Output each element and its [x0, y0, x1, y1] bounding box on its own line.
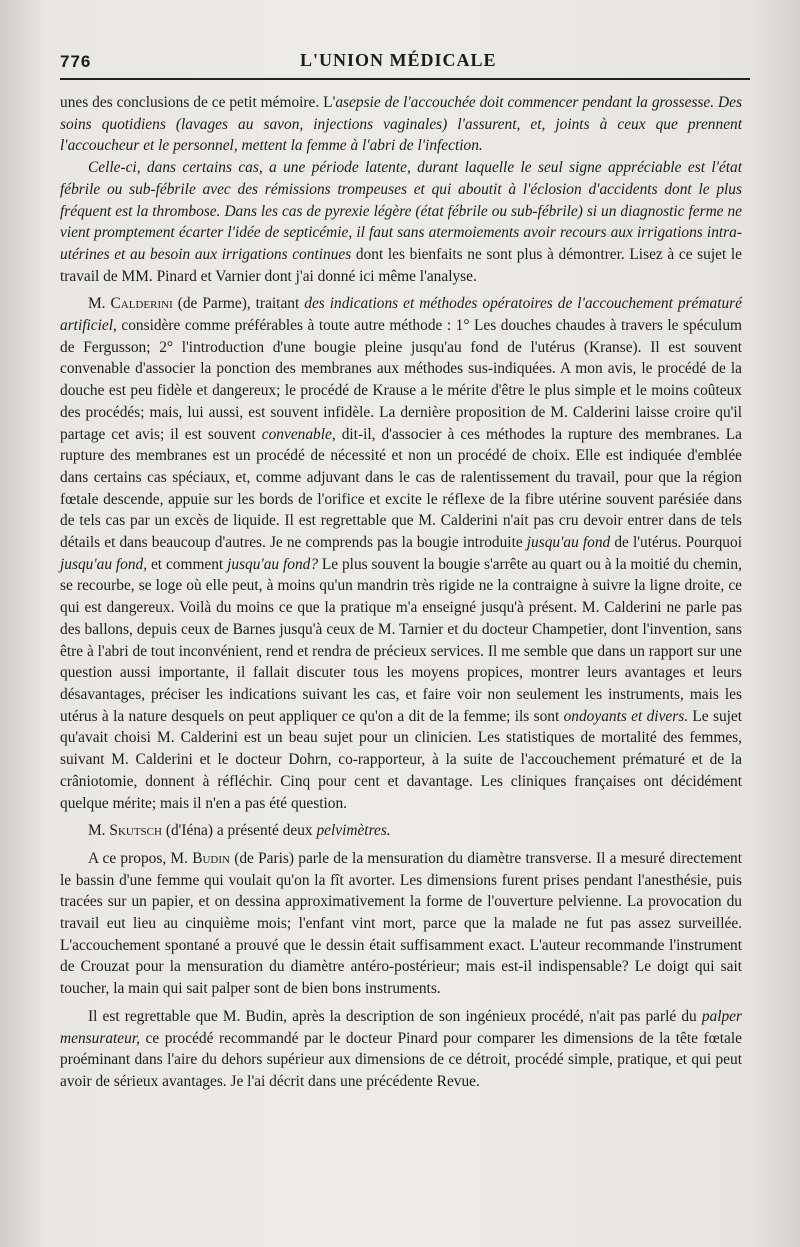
- italic-text: convenable,: [261, 425, 336, 443]
- italic-text: jusqu'au fond?: [227, 555, 319, 573]
- text-segment: (de Parme), traitant: [172, 295, 305, 313]
- paragraph: [60, 92, 742, 157]
- text-segment: Il est regrettable que M. Budin, après la description de son ingénieux procédé, n'ait pas parlé du: [88, 1007, 702, 1025]
- text-segment: unes des conclusions de ce petit mémoire. L': [60, 94, 336, 111]
- text-segment: considère comme préférables à toute autre méthode : 1° Les douches chaudes à travers le spéculum de Fergusson; 2° l'introduction d'une bougie pleine jusqu'au fond de l'utérus (Kranse). Il est souvent convenable d'associer la ponction des membranes aux méthodes sus-indiquées. A mon avis, le procédé de la douche est peu fidèle et dangereux; le procédé de Krause a le mérite d'être le plus simple et le moins coûteux des procédés; mais, lui aussi, est souvent infidèle. La dernière proposition de M. Calderini laisse croire qu'il partage cet avis; il est souvent: [60, 317, 742, 443]
- italic-text: jusqu'au fond: [526, 534, 611, 552]
- italic-text: jusqu'au fond,: [60, 555, 148, 573]
- text-segment: de l'utérus. Pourquoi: [610, 534, 742, 552]
- header-rule: [60, 78, 750, 80]
- paragraph: [60, 293, 742, 814]
- text-segment: (d'Iéna) a présenté deux: [161, 822, 317, 840]
- italic-text: asepsie de l'accouchée doit commencer pendant la grossesse. Des soins quotidiens (lavages au savon, injections vaginales) l'assurent, et, joints à ceux que prennent l'accoucheur et le personnel, mettent la femme à l'abri de l'infection.: [60, 94, 742, 155]
- paragraph: [60, 157, 742, 287]
- article-body: [60, 92, 742, 1093]
- italic-text: pelvimètres.: [316, 822, 391, 840]
- text-segment: (de Paris) parle de la mensuration du diamètre transverse. Il a mesuré directement le bassin d'une femme qui voulait qu'on la fît avorter. Les dimensions furent prises pendant l'anesthésie, puis tracées sur un papier, et on dessina approximativement la forme de l'ouverture pelvienne. La provocation du travail eut lieu au cinquième mois; l'enfant vint mort, parce que la malade ne fut pas assez surveillée. L'accouchement spontané a prouvé que le dessin était suffisamment exact. L'auteur recommande l'instrument de Crouzat pour la mensuration du diamètre antéro-postérieur; mais est-il indispensable? Le doigt qui sait toucher, la main qui sait palper sont de bien bons instruments.: [60, 849, 742, 998]
- page-number: 776: [60, 52, 92, 71]
- italic-text: palper mensurateur,: [60, 1007, 742, 1047]
- text-segment: M.: [88, 295, 111, 313]
- paragraph: [60, 820, 742, 842]
- text-segment: et comment: [147, 555, 228, 573]
- page-header: [60, 44, 750, 84]
- text-segment: Le sujet qu'avait choisi M. Calderini est un beau sujet pour un clinicien. Les statistiques de mortalité des femmes, suivant M. Calderini et le docteur Dohrn, co-rapporteur, à la suite de l'accouchement prématuré et de la crâniotomie, donnent à réfléchir. Cinq pour cent et davantage. Les cliniques françaises ont décidément quelque mérite; mais il n'en a pas été question.: [60, 707, 743, 812]
- text-segment: dont les bienfaits ne sont plus à démontrer. Lisez à ce sujet le travail de MM. Pinard et Varnier dont j'ai donné ici même l'analyse.: [60, 245, 742, 285]
- italic-text: Celle-ci, dans certains cas, a une période latente, durant laquelle le seul signe appréciable est l'état fébrile ou sub-fébrile avec des rémissions trompeuses et qui aboutit à l'éclosion d'accidents dont le plus fréquent est la thrombose. Dans les cas de pyrexie légère (état fébrile ou sub-fébrile) si un diagnostic ferme ne vient promptement écarter l'idée de septicémie, il faut sans atermoiements avoir recours aux irrigations intra-utérines et au besoin aux irrigations continues: [60, 159, 742, 263]
- author-name: Budin: [192, 849, 230, 867]
- running-title: L'UNION MÉDICALE: [300, 50, 497, 70]
- text-segment: M.: [88, 822, 110, 840]
- paragraph: [60, 848, 742, 1000]
- author-name: Calderini: [110, 295, 173, 313]
- text-segment: Le plus souvent la bougie s'arrête au quart ou à la moitié du chemin, se recourbe, se loge où elle peut, à moins qu'un mandrin très rigide ne la contraigne à suivre la ligne droite, ce qui est dangereux. Voilà du moins ce que la pratique m'a enseigné jusqu'à présent. M. Calderini ne parle pas des ballons, depuis ceux de Barnes jusqu'à ceux de M. Tarnier et du docteur Champetier, dont l'invention, sans être à l'abri de tout inconvénient, rend et rendra de précieux services. Il me semble que dans un rapport sur une question aussi importante, il fallait discuter tous les moyens propices, montrer leurs avantages et leurs désavantages, préciser les indications suivant les cas, et faire voir non seulement les instruments, mais les utérus à la nature desquels on peut appliquer ce qu'on a dit de la femme; ils sont: [60, 555, 742, 725]
- italic-text: ondoyants et divers.: [563, 707, 689, 725]
- paragraph: [60, 1006, 742, 1093]
- text-segment: A ce propos, M.: [88, 849, 193, 867]
- author-name: Skutsch: [109, 822, 162, 840]
- text-segment: ce procédé recommandé par le docteur Pinard pour comparer les dimensions de la tête fœtale proéminant dans l'aire du dehors supérieur aux dimensions de ce détroit, procédé simple, pratique, et qui peut avoir de sérieux avantages. Je l'ai décrit dans une précédente Revue.: [60, 1029, 742, 1090]
- italic-text: des indications et méthodes opératoires de l'accouchement prématuré artificiel,: [60, 295, 742, 335]
- text-segment: dit-il, d'associer à ces méthodes la rupture des membranes. La rupture des membranes est un procédé de nécessité et non un procédé de choix. Elle est indiquée d'emblée dans certains cas spéciaux, et, comme adjuvant dans le cas de ralentissement du travail, pour que la région fœtale descende, appuie sur les bords de l'orifice et excite le réflexe de la fibre utérine souvent parésiée dans de tels cas par un excès de liquide. Il est regrettable que M. Calderini n'ait pas cru devoir entrer dans de tels détails et dans beaucoup d'autres. Je ne comprends pas la bougie introduite: [60, 425, 743, 552]
